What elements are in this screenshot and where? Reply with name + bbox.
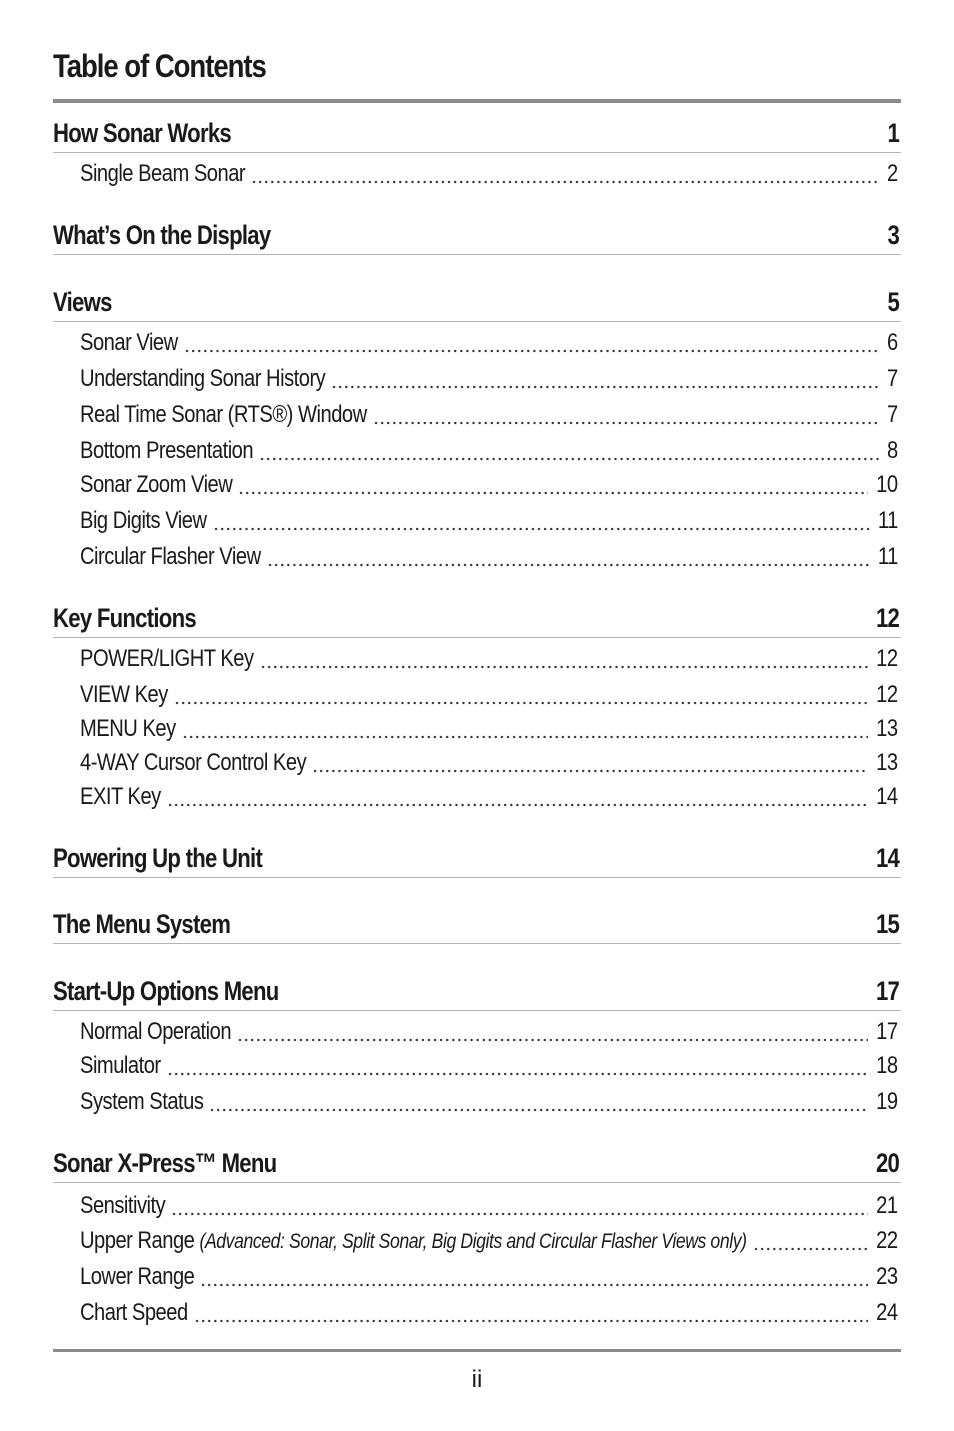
entry-label-group — [80, 1087, 203, 1117]
dot-leader — [251, 159, 879, 189]
entry-label: Sensitivity — [80, 1192, 166, 1219]
section-page-number: 3 — [887, 220, 899, 250]
entry-label-group — [80, 400, 367, 430]
entry-label: Simulator — [80, 1052, 161, 1079]
dot-leader — [213, 506, 870, 536]
toc-entry[interactable] — [80, 748, 898, 778]
entry-label: Sonar View — [80, 329, 178, 356]
entry-label: Normal Operation — [80, 1018, 232, 1045]
entry-label: POWER/LIGHT Key — [80, 645, 254, 672]
entry-label-group — [80, 470, 232, 500]
toc-entry[interactable] — [80, 1226, 898, 1256]
dot-leader — [238, 470, 868, 500]
section-page-number: 1 — [887, 118, 899, 148]
section-title: Start-Up Options Menu — [53, 976, 279, 1006]
dot-leader — [259, 436, 879, 466]
toc-entry[interactable] — [80, 364, 898, 394]
entry-label: Sonar Zoom View — [80, 471, 233, 498]
dot-leader — [260, 644, 869, 674]
entry-label-group — [80, 506, 207, 536]
entry-label: Bottom Presentation — [80, 437, 254, 464]
toc-section-heading[interactable] — [53, 599, 901, 638]
dot-leader — [184, 328, 879, 358]
bottom-divider — [53, 1349, 901, 1352]
entry-label: VIEW Key — [80, 681, 168, 708]
entry-label: EXIT Key — [80, 783, 161, 810]
entry-label-group — [80, 644, 254, 674]
section-title: Powering Up the Unit — [53, 843, 263, 873]
page-number: ii — [471, 1366, 483, 1393]
entry-label-group — [80, 1051, 161, 1081]
toc-entry[interactable] — [80, 506, 898, 536]
section-page-number: 15 — [876, 909, 899, 939]
section-title: Views — [53, 287, 112, 317]
entry-page-number: 18 — [876, 1052, 898, 1079]
entry-label-group — [80, 1298, 188, 1328]
toc-entry[interactable] — [80, 1262, 898, 1292]
section-page-number: 14 — [876, 843, 899, 873]
entry-page-number: 12 — [876, 645, 898, 672]
entry-label-group — [80, 714, 176, 744]
dot-leader — [182, 714, 869, 744]
toc-entry[interactable] — [80, 1051, 898, 1081]
section-title: Sonar X-Press™ Menu — [53, 1148, 277, 1178]
entry-page-number: 7 — [887, 365, 898, 392]
entry-label-group — [80, 680, 168, 710]
dot-leader — [167, 1051, 869, 1081]
toc-section-heading[interactable] — [53, 216, 901, 255]
toc-entry[interactable] — [80, 1017, 898, 1047]
section-page-number: 5 — [887, 287, 899, 317]
dot-leader — [171, 1191, 868, 1221]
dot-leader — [194, 1298, 869, 1328]
entry-label-group — [80, 328, 178, 358]
entry-page-number: 22 — [876, 1227, 898, 1254]
entry-page-number: 21 — [876, 1192, 898, 1219]
entry-label-group — [80, 159, 245, 189]
entry-page-number: 19 — [876, 1088, 898, 1115]
dot-leader — [237, 1017, 868, 1047]
toc-entry[interactable] — [80, 644, 898, 674]
entry-label: Chart Speed — [80, 1299, 188, 1326]
entry-label: Understanding Sonar History — [80, 365, 326, 392]
entry-label: MENU Key — [80, 715, 176, 742]
entry-label-group — [80, 436, 253, 466]
dot-leader — [267, 542, 870, 572]
entry-label: Lower Range — [80, 1263, 195, 1290]
dot-leader — [167, 782, 869, 812]
toc-entry[interactable] — [80, 782, 898, 812]
section-title: How Sonar Works — [53, 118, 231, 148]
entry-label: Real Time Sonar (RTS®) Window — [80, 401, 367, 428]
toc-section-heading[interactable] — [53, 283, 901, 322]
entry-label: System Status — [80, 1088, 204, 1115]
toc-entry[interactable] — [80, 542, 898, 572]
entry-label: Single Beam Sonar — [80, 160, 246, 187]
section-page-number: 12 — [876, 603, 899, 633]
section-page-number: 17 — [876, 976, 899, 1006]
entry-label: Circular Flasher View — [80, 543, 261, 570]
entry-label-group — [80, 782, 161, 812]
entry-label-group — [80, 364, 325, 394]
toc-entry[interactable] — [80, 714, 898, 744]
section-title: Key Functions — [53, 603, 196, 633]
toc-entry[interactable] — [80, 400, 898, 430]
entry-page-number: 11 — [877, 507, 898, 534]
toc-section-heading[interactable] — [53, 1144, 901, 1183]
entry-label-group — [80, 1191, 165, 1221]
entry-label-group — [80, 1017, 231, 1047]
page-title: Table of Contents — [53, 48, 266, 84]
entry-label-group — [80, 748, 306, 778]
section-page-number: 20 — [876, 1148, 899, 1178]
entry-page-number: 10 — [876, 471, 898, 498]
entry-page-number: 17 — [876, 1018, 898, 1045]
toc-section-heading[interactable] — [53, 839, 901, 878]
dot-leader — [373, 400, 880, 430]
toc-section-heading[interactable] — [53, 905, 901, 944]
entry-label-group — [80, 1226, 747, 1256]
entry-page-number: 14 — [876, 783, 898, 810]
section-title: What’s On the Display — [53, 220, 271, 250]
toc-entry[interactable] — [80, 159, 898, 189]
entry-page-number: 13 — [876, 715, 898, 742]
toc-entry[interactable] — [80, 680, 898, 710]
entry-label-group — [80, 1262, 194, 1292]
entry-page-number: 11 — [877, 543, 898, 570]
entry-page-number: 12 — [876, 681, 898, 708]
entry-note: (Advanced: Sonar, Split Sonar, Big Digits and Circular Flasher Views only) — [199, 1230, 747, 1253]
toc-entry[interactable] — [80, 1087, 898, 1117]
toc-entry[interactable] — [80, 1298, 898, 1328]
entry-page-number: 23 — [876, 1263, 898, 1290]
toc-entry[interactable] — [80, 470, 898, 500]
entry-page-number: 2 — [887, 160, 898, 187]
toc-entry[interactable] — [80, 436, 898, 466]
entry-page-number: 6 — [887, 329, 898, 356]
toc-section-heading[interactable] — [53, 972, 901, 1011]
dot-leader — [312, 748, 868, 778]
toc-section-heading[interactable] — [53, 114, 901, 153]
toc-entry[interactable] — [80, 328, 898, 358]
entry-label: 4-WAY Cursor Control Key — [80, 749, 307, 776]
entry-page-number: 24 — [876, 1299, 898, 1326]
toc-entry[interactable] — [80, 1191, 898, 1221]
entry-label-group — [80, 542, 261, 572]
entry-page-number: 13 — [876, 749, 898, 776]
entry-page-number: 8 — [887, 437, 898, 464]
dot-leader — [200, 1262, 868, 1292]
dot-leader — [753, 1226, 869, 1256]
dot-leader — [174, 680, 869, 710]
entry-page-number: 7 — [887, 401, 898, 428]
section-title: The Menu System — [53, 909, 231, 939]
entry-label: Big Digits View — [80, 507, 207, 534]
dot-leader — [209, 1087, 868, 1117]
dot-leader — [331, 364, 879, 394]
entry-label: Upper Range — [80, 1227, 195, 1254]
title-divider — [53, 99, 901, 103]
